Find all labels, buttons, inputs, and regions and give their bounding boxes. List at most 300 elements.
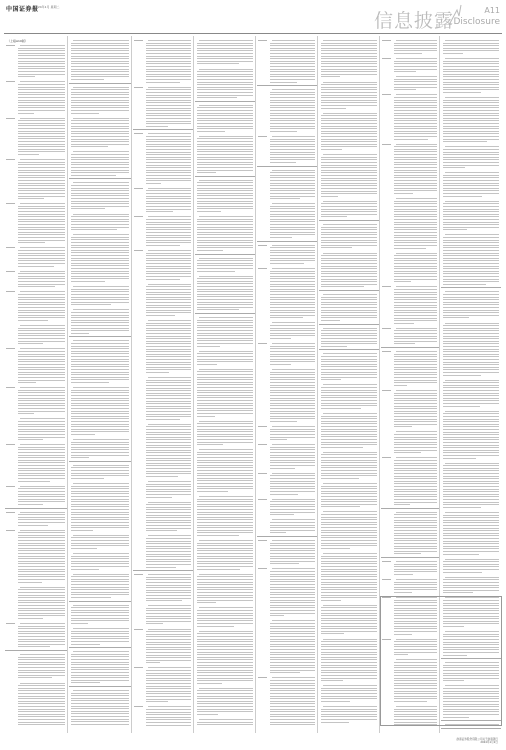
text-line bbox=[321, 302, 377, 303]
text-line bbox=[270, 587, 315, 588]
text-line bbox=[18, 133, 65, 134]
text-line bbox=[270, 273, 315, 274]
text-line bbox=[321, 496, 377, 497]
text-line bbox=[270, 118, 315, 119]
text-line bbox=[197, 444, 223, 445]
text-line bbox=[443, 546, 499, 547]
text-line bbox=[18, 281, 65, 282]
text-line bbox=[71, 289, 129, 290]
text-line bbox=[321, 646, 377, 647]
text-line bbox=[73, 465, 129, 466]
text-line bbox=[18, 380, 65, 381]
notice-table-box bbox=[380, 596, 502, 726]
text-line bbox=[18, 253, 65, 254]
text-line bbox=[199, 688, 253, 689]
text-line bbox=[394, 53, 422, 54]
text-line bbox=[270, 709, 315, 710]
clause-label-line bbox=[134, 667, 143, 668]
text-line bbox=[270, 491, 315, 492]
text-line bbox=[270, 79, 315, 80]
text-line bbox=[270, 468, 295, 469]
text-line bbox=[197, 340, 253, 341]
text-line bbox=[270, 592, 315, 593]
clause-label-line bbox=[258, 343, 267, 344]
text-line bbox=[18, 120, 65, 121]
text-line bbox=[18, 639, 65, 640]
text-line bbox=[321, 418, 377, 419]
text-line bbox=[197, 384, 253, 385]
text-line bbox=[394, 491, 437, 492]
text-line bbox=[443, 445, 499, 446]
text-line bbox=[321, 423, 377, 424]
text-line bbox=[270, 255, 315, 256]
text-line bbox=[71, 325, 129, 326]
text-line bbox=[197, 434, 253, 435]
text-line bbox=[321, 421, 377, 422]
text-line bbox=[199, 180, 253, 181]
text-line bbox=[443, 240, 499, 241]
text-line bbox=[71, 431, 129, 432]
text-line bbox=[197, 74, 253, 75]
text-line bbox=[321, 346, 347, 347]
text-line bbox=[321, 245, 377, 246]
text-line bbox=[197, 678, 253, 679]
text-line bbox=[71, 74, 129, 75]
text-line bbox=[323, 224, 377, 225]
text-line bbox=[321, 379, 341, 380]
text-line bbox=[270, 312, 315, 313]
text-line bbox=[394, 229, 437, 230]
text-line bbox=[197, 517, 253, 518]
text-line bbox=[396, 144, 437, 145]
text-line bbox=[394, 584, 437, 585]
text-line bbox=[18, 716, 65, 717]
text-line bbox=[71, 206, 129, 207]
text-line bbox=[443, 312, 499, 313]
text-line bbox=[270, 139, 315, 140]
text-line bbox=[20, 444, 65, 445]
text-line bbox=[148, 629, 191, 630]
text-line bbox=[270, 325, 315, 326]
text-line bbox=[146, 559, 191, 560]
section-divider bbox=[257, 536, 317, 537]
text-line bbox=[272, 426, 315, 427]
text-line bbox=[71, 695, 129, 696]
text-line bbox=[146, 97, 191, 98]
text-line bbox=[71, 558, 129, 559]
text-line bbox=[18, 395, 65, 396]
text-line bbox=[443, 426, 499, 427]
text-line bbox=[199, 496, 253, 497]
text-line bbox=[197, 221, 253, 222]
text-line bbox=[18, 92, 65, 93]
text-line bbox=[270, 654, 315, 655]
text-line bbox=[197, 662, 253, 663]
text-line bbox=[197, 558, 253, 559]
text-line bbox=[443, 442, 499, 443]
text-line bbox=[394, 100, 437, 101]
text-line bbox=[394, 146, 437, 147]
text-line bbox=[197, 56, 253, 57]
text-line bbox=[443, 100, 499, 101]
text-line bbox=[321, 45, 377, 46]
text-line bbox=[321, 395, 377, 396]
text-line bbox=[146, 89, 191, 90]
text-line bbox=[394, 359, 437, 360]
text-line bbox=[270, 613, 315, 614]
text-line bbox=[321, 473, 377, 474]
text-line bbox=[394, 574, 413, 575]
text-line bbox=[321, 167, 377, 168]
text-line bbox=[18, 312, 65, 313]
text-line bbox=[71, 641, 129, 642]
text-line bbox=[197, 667, 253, 668]
text-line bbox=[394, 279, 437, 280]
text-line bbox=[443, 105, 499, 106]
text-line bbox=[270, 159, 315, 160]
text-line bbox=[146, 528, 191, 529]
text-line bbox=[71, 170, 129, 171]
text-line bbox=[443, 343, 499, 344]
text-line bbox=[394, 514, 437, 515]
text-line bbox=[197, 219, 253, 220]
text-line bbox=[323, 511, 377, 512]
text-line bbox=[394, 564, 437, 565]
text-line bbox=[197, 237, 253, 238]
text-line bbox=[71, 581, 129, 582]
text-line bbox=[321, 273, 377, 274]
text-line bbox=[321, 209, 377, 210]
text-line bbox=[443, 330, 499, 331]
text-line bbox=[321, 426, 377, 427]
text-line bbox=[443, 214, 499, 215]
text-line bbox=[197, 582, 253, 583]
text-line bbox=[146, 554, 191, 555]
text-line bbox=[443, 183, 499, 184]
text-line bbox=[197, 278, 253, 279]
text-line bbox=[321, 506, 360, 507]
section-divider bbox=[381, 557, 439, 558]
text-line bbox=[197, 550, 253, 551]
text-line bbox=[73, 483, 129, 484]
text-line bbox=[272, 677, 315, 678]
text-line bbox=[443, 572, 482, 573]
text-line bbox=[443, 367, 499, 368]
text-line bbox=[321, 178, 377, 179]
text-line bbox=[270, 377, 315, 378]
text-line bbox=[270, 110, 315, 111]
text-line bbox=[394, 71, 416, 72]
text-line bbox=[443, 128, 499, 129]
text-line bbox=[18, 234, 65, 235]
text-line bbox=[270, 563, 299, 564]
text-line bbox=[146, 595, 191, 596]
text-line bbox=[270, 198, 300, 199]
text-line bbox=[197, 113, 253, 114]
text-line bbox=[270, 615, 284, 616]
text-line bbox=[197, 377, 253, 378]
text-line bbox=[18, 229, 65, 230]
text-line bbox=[396, 76, 437, 77]
text-line bbox=[20, 325, 65, 326]
text-line bbox=[443, 528, 499, 529]
text-line bbox=[146, 110, 191, 111]
text-line bbox=[146, 323, 191, 324]
text-line bbox=[394, 211, 437, 212]
text-line bbox=[146, 652, 191, 653]
text-line bbox=[270, 545, 315, 546]
text-line bbox=[197, 356, 253, 357]
text-line bbox=[445, 234, 499, 235]
text-line bbox=[197, 198, 253, 199]
text-line bbox=[197, 157, 253, 158]
text-line bbox=[197, 144, 253, 145]
text-line bbox=[71, 162, 129, 163]
text-line bbox=[394, 566, 437, 567]
text-line bbox=[197, 387, 253, 388]
column-rule bbox=[317, 36, 318, 733]
text-line bbox=[18, 426, 65, 427]
text-line bbox=[18, 341, 65, 342]
text-line bbox=[71, 724, 129, 725]
text-line bbox=[71, 48, 129, 49]
text-line bbox=[18, 198, 44, 199]
text-line bbox=[270, 234, 315, 235]
text-line bbox=[197, 480, 253, 481]
section-divider bbox=[69, 601, 131, 602]
text-line bbox=[71, 561, 129, 562]
text-line bbox=[71, 576, 129, 577]
text-line bbox=[197, 151, 253, 152]
section-divider bbox=[69, 686, 131, 687]
text-line bbox=[394, 546, 437, 547]
text-line bbox=[146, 53, 191, 54]
text-line bbox=[199, 258, 253, 259]
text-line bbox=[394, 305, 437, 306]
text-line bbox=[443, 276, 499, 277]
text-line bbox=[71, 58, 129, 59]
text-line bbox=[197, 457, 253, 458]
text-line bbox=[443, 154, 499, 155]
text-line bbox=[197, 338, 253, 339]
clause-label-line bbox=[382, 94, 391, 95]
text-line bbox=[71, 133, 129, 134]
text-line bbox=[197, 512, 253, 513]
text-line bbox=[321, 317, 377, 318]
text-line bbox=[321, 613, 377, 614]
text-line bbox=[197, 465, 253, 466]
text-line bbox=[199, 216, 253, 217]
text-line bbox=[443, 356, 499, 357]
text-line bbox=[443, 165, 499, 166]
text-line bbox=[18, 84, 65, 85]
text-line bbox=[321, 43, 377, 44]
text-line bbox=[71, 92, 129, 93]
text-line bbox=[270, 400, 315, 401]
text-line bbox=[71, 491, 129, 492]
text-line bbox=[18, 558, 65, 559]
text-line bbox=[270, 286, 315, 287]
text-line bbox=[18, 255, 65, 256]
text-line bbox=[71, 76, 129, 77]
text-line bbox=[18, 608, 65, 609]
text-line bbox=[71, 638, 129, 639]
section-divider bbox=[195, 176, 255, 177]
text-line bbox=[270, 698, 315, 699]
text-line bbox=[146, 660, 191, 661]
text-line bbox=[321, 522, 377, 523]
text-line bbox=[71, 198, 129, 199]
text-line bbox=[20, 159, 65, 160]
text-line bbox=[146, 388, 191, 389]
text-line bbox=[71, 69, 129, 70]
text-line bbox=[443, 294, 499, 295]
text-line bbox=[18, 545, 65, 546]
text-line bbox=[321, 532, 377, 533]
text-line bbox=[321, 610, 377, 611]
text-line bbox=[443, 279, 499, 280]
section-divider bbox=[381, 508, 439, 509]
text-line bbox=[197, 584, 253, 585]
text-line bbox=[394, 105, 437, 106]
text-line bbox=[396, 561, 437, 562]
text-line bbox=[394, 343, 415, 344]
text-line bbox=[18, 125, 65, 126]
text-line bbox=[146, 61, 191, 62]
text-line bbox=[321, 439, 377, 440]
text-line bbox=[394, 131, 437, 132]
text-line bbox=[321, 714, 377, 715]
text-line bbox=[71, 123, 129, 124]
text-line bbox=[199, 276, 253, 277]
text-line bbox=[18, 439, 43, 440]
text-line bbox=[71, 97, 129, 98]
text-line bbox=[321, 50, 377, 51]
text-line bbox=[443, 307, 499, 308]
text-line bbox=[321, 369, 377, 370]
text-line bbox=[394, 292, 437, 293]
text-line bbox=[394, 164, 437, 165]
text-line bbox=[321, 493, 377, 494]
text-line bbox=[146, 530, 177, 531]
text-line bbox=[270, 382, 315, 383]
text-line bbox=[445, 463, 499, 464]
section-divider bbox=[5, 508, 67, 509]
text-line bbox=[443, 206, 499, 207]
text-line bbox=[18, 151, 65, 152]
text-line bbox=[321, 206, 377, 207]
text-line bbox=[270, 418, 315, 419]
text-line bbox=[197, 188, 253, 189]
text-line bbox=[272, 89, 315, 90]
text-line bbox=[321, 675, 377, 676]
text-line bbox=[394, 589, 437, 590]
text-line bbox=[270, 48, 315, 49]
text-line bbox=[71, 175, 116, 176]
text-line bbox=[197, 361, 253, 362]
text-line bbox=[443, 115, 499, 116]
text-line bbox=[146, 74, 191, 75]
text-line bbox=[197, 478, 253, 479]
text-line bbox=[321, 165, 377, 166]
text-line bbox=[146, 50, 191, 51]
text-line bbox=[443, 372, 499, 373]
text-line bbox=[71, 467, 129, 468]
text-line bbox=[270, 63, 315, 64]
text-column bbox=[4, 36, 68, 733]
text-line bbox=[197, 690, 253, 691]
text-line bbox=[71, 136, 129, 137]
text-line bbox=[394, 522, 437, 523]
clause-label-line bbox=[258, 268, 267, 269]
text-line bbox=[321, 258, 377, 259]
text-line bbox=[394, 380, 437, 381]
text-line bbox=[270, 416, 315, 417]
text-line bbox=[321, 615, 377, 616]
text-line bbox=[18, 690, 65, 691]
text-line bbox=[197, 390, 253, 391]
text-line bbox=[71, 356, 129, 357]
text-line bbox=[321, 434, 377, 435]
text-line bbox=[146, 701, 168, 702]
text-line bbox=[18, 356, 65, 357]
text-line bbox=[443, 247, 499, 248]
column-rule bbox=[193, 36, 194, 733]
text-line bbox=[18, 449, 65, 450]
text-line bbox=[197, 203, 253, 204]
text-line bbox=[443, 120, 499, 121]
text-line bbox=[71, 139, 129, 140]
text-line bbox=[146, 126, 168, 127]
text-line bbox=[146, 258, 191, 259]
text-line bbox=[270, 128, 315, 129]
text-line bbox=[197, 701, 253, 702]
text-line bbox=[146, 364, 191, 365]
text-line bbox=[71, 297, 129, 298]
text-line bbox=[73, 214, 129, 215]
text-line bbox=[148, 574, 191, 575]
text-line bbox=[71, 245, 129, 246]
text-line bbox=[71, 563, 129, 564]
text-line bbox=[443, 266, 499, 267]
text-line bbox=[394, 354, 437, 355]
text-line bbox=[270, 703, 315, 704]
text-line bbox=[394, 395, 437, 396]
text-line bbox=[71, 366, 129, 367]
text-line bbox=[18, 613, 65, 614]
text-line bbox=[323, 413, 377, 414]
text-line bbox=[197, 626, 234, 627]
text-line bbox=[18, 491, 65, 492]
text-line bbox=[443, 299, 499, 300]
text-line bbox=[270, 525, 315, 526]
text-line bbox=[18, 504, 43, 505]
text-line bbox=[71, 589, 129, 590]
text-line bbox=[18, 519, 65, 520]
text-line bbox=[396, 40, 437, 41]
text-line bbox=[146, 196, 191, 197]
text-line bbox=[18, 582, 42, 583]
text-line bbox=[18, 263, 65, 264]
text-line bbox=[20, 247, 65, 248]
text-line bbox=[270, 437, 315, 438]
text-line bbox=[18, 478, 65, 479]
text-line bbox=[146, 649, 191, 650]
section-title: 信息披露 bbox=[373, 10, 454, 32]
text-line bbox=[146, 144, 191, 145]
clause-label-line bbox=[134, 40, 143, 41]
text-line bbox=[443, 548, 499, 549]
